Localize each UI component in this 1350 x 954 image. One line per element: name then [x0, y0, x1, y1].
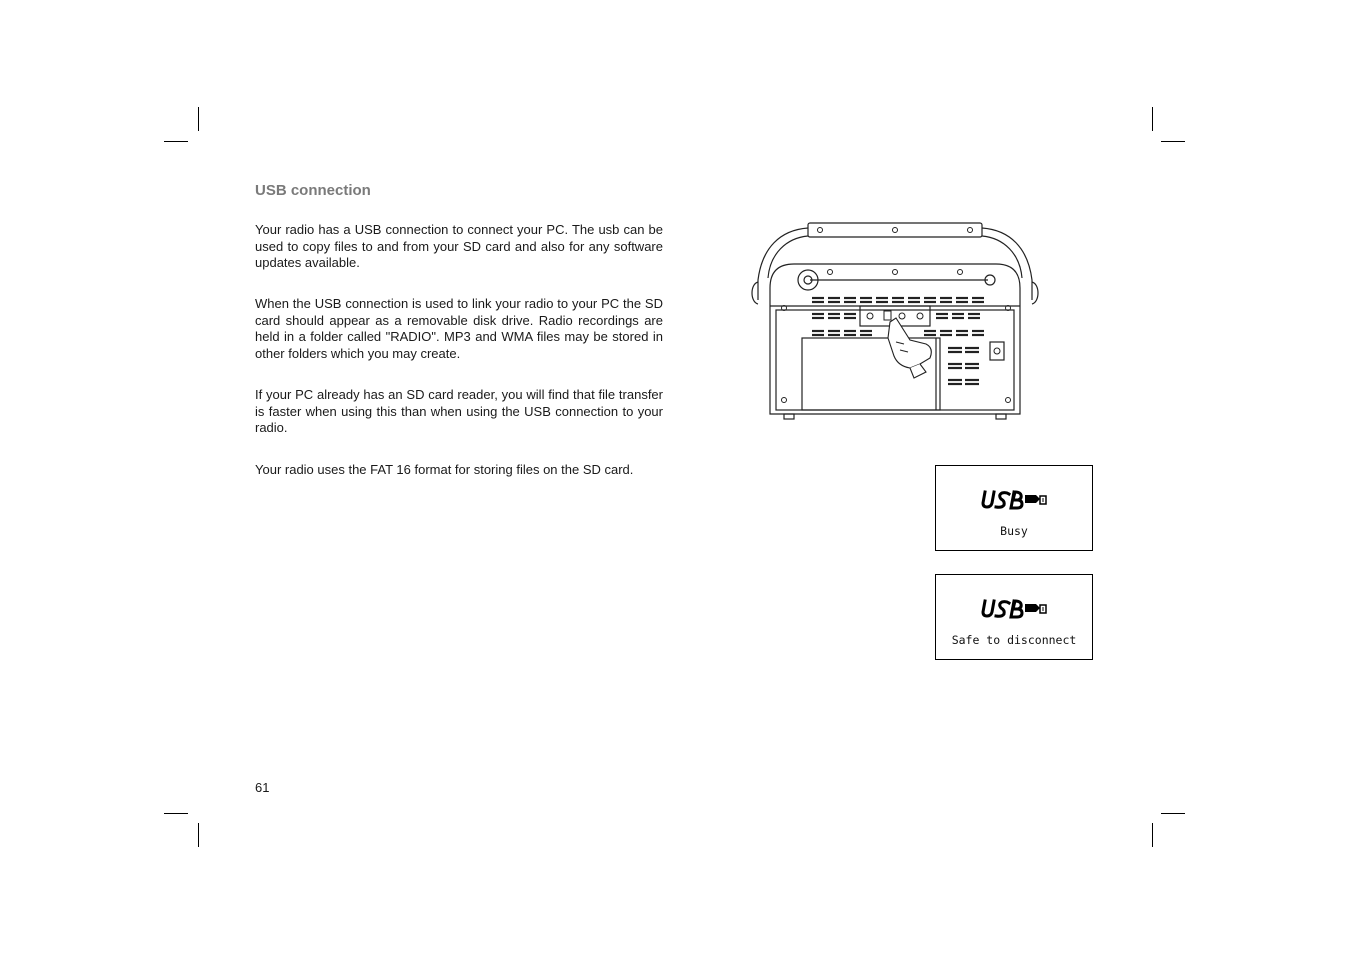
usb-plug-icon	[980, 488, 1050, 512]
crop-mark	[164, 141, 188, 142]
page-number: 61	[255, 780, 270, 795]
usb-plug-icon	[980, 597, 1050, 621]
lcd-display-busy	[935, 465, 1093, 551]
lcd-status-text: Busy	[1000, 524, 1028, 538]
crop-mark	[1161, 813, 1185, 814]
lcd-status-text: Safe to disconnect	[951, 633, 1077, 647]
crop-mark	[1152, 823, 1153, 847]
radio-rear-illustration	[750, 218, 1040, 428]
crop-mark	[198, 107, 199, 131]
crop-mark	[1161, 141, 1185, 142]
crop-mark	[1152, 107, 1153, 131]
lcd-display-safe	[935, 574, 1093, 660]
section-title: USB connection	[255, 182, 371, 199]
paragraph-card-reader: If your PC already has an SD card reader, you will find that file transfer is faster when using this than when using the USB connection to your radio.	[255, 387, 663, 435]
crop-mark	[164, 813, 188, 814]
crop-mark	[198, 823, 199, 847]
paragraph-removable-disk: When the USB connection is used to link your radio to your PC the SD card should appear as a removable disk drive. Radio recordings are held in a folder called "RADIO". MP3 and WMA files may be stored in other folders which you may create.	[255, 296, 663, 361]
paragraph-usb-intro: Your radio has a USB connection to connect your PC. The usb can be used to copy files to and from your SD card and also for any software updates available.	[255, 222, 663, 270]
paragraph-fat16: Your radio uses the FAT 16 format for storing files on the SD card.	[255, 462, 634, 477]
